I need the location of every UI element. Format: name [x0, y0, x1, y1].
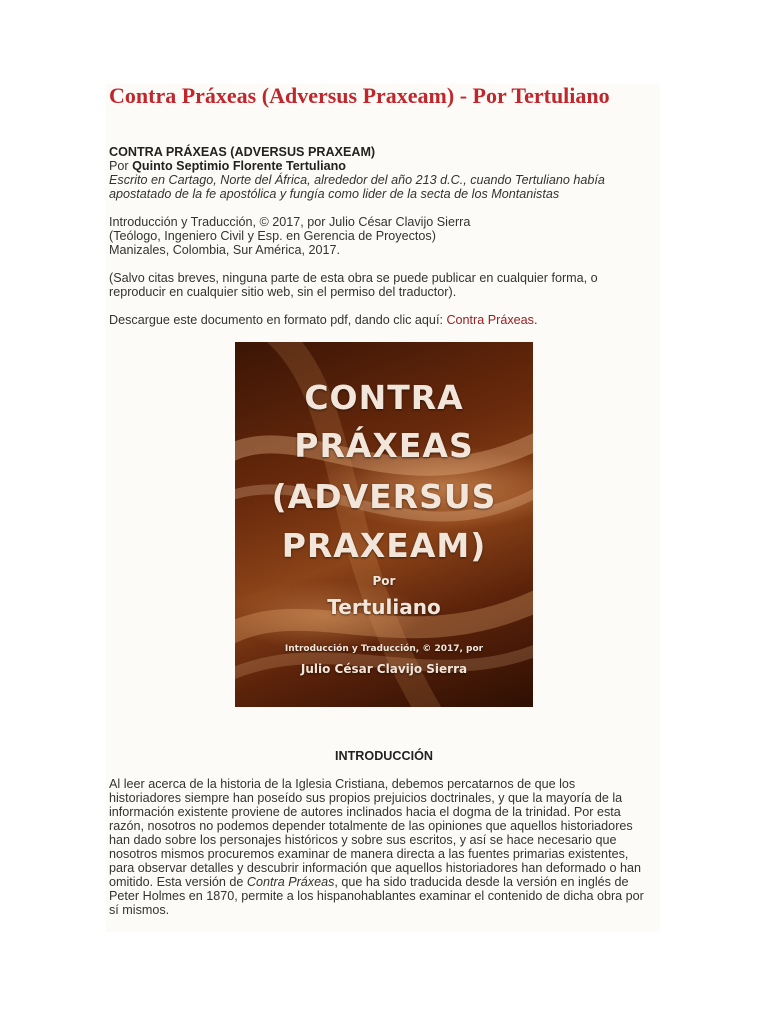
intro-line: nosotros mismos procuremos examinar de manera directa a las fuentes primarias existentes, — [109, 847, 629, 861]
intro-line: Peter Holmes en 1870, permite a los hispanohablantes examinar el contenido de dicha obra por — [109, 889, 644, 903]
credits-line-3: Manizales, Colombia, Sur América, 2017. — [109, 243, 340, 257]
book-cover-image — [235, 342, 533, 707]
download-line — [109, 313, 659, 327]
page-title: Contra Práxeas (Adversus Praxeam) - Por Tertuliano — [109, 83, 610, 108]
intro-line: historiadores siempre han poseído sus propios prejuicios doctrinales, y que la mayoría de la — [109, 791, 623, 805]
download-text: Descargue este documento en formato pdf, dando clic aquí: — [109, 313, 447, 327]
context-line-2: apostatado de la fe apostólica y fungía como lider de la secta de los Montanistas — [109, 187, 560, 201]
copyright-notice — [109, 271, 659, 299]
copyright-line-1: (Salvo citas breves, ninguna parte de esta obra se puede publicar en cualquier forma, o — [109, 271, 598, 285]
intro-line: han dado sobre los personajes históricos y sobre sus escritos, y así se hace necesario que — [109, 833, 617, 847]
intro-text: , que ha sido traducida desde la versión en inglés de — [334, 875, 629, 889]
intro-line — [109, 875, 659, 889]
cover-por: Por — [372, 574, 396, 588]
pdf-download-link[interactable]: Contra Práxeas — [446, 313, 534, 327]
intro-paragraph — [109, 777, 659, 917]
cover-title-line-3: (ADVERSUS — [271, 477, 497, 516]
intro-text: omitido. Esta versión de — [109, 875, 247, 889]
download-end: . — [533, 313, 538, 327]
intro-line: Al leer acerca de la historia de la Iglesia Cristiana, debemos percatarnos de que los — [109, 777, 576, 791]
work-header — [109, 145, 659, 201]
cover-author: Tertuliano — [327, 595, 441, 619]
cover-translator: Julio César Clavijo Sierra — [300, 662, 468, 676]
credits — [109, 215, 659, 257]
intro-work-title: Contra Práxeas — [246, 875, 335, 889]
intro-heading: INTRODUCCIÓN — [335, 749, 433, 763]
cover-title-line-4: PRAXEAM) — [281, 526, 487, 565]
intro-line: para observar detalles y descubrir información que aquellos historiadores han deformado o han — [109, 861, 642, 875]
author-line — [109, 159, 659, 173]
by-prefix: Por — [109, 159, 133, 173]
cover-title-line-1: CONTRA — [304, 378, 464, 417]
intro-line: razón, nosotros no podemos depender totalmente de las opiniones que aquellos historiadores — [109, 819, 633, 833]
cover-title-line-2: PRÁXEAS — [294, 426, 474, 465]
work-title: CONTRA PRÁXEAS (ADVERSUS PRAXEAM) — [109, 145, 376, 159]
copyright-line-2: reproducir en cualquier sitio web, sin el permiso del traductor). — [109, 285, 457, 299]
cover-credit: Introducción y Traducción, © 2017, por — [284, 644, 484, 654]
credits-line-2: (Teólogo, Ingeniero Civil y Esp. en Gerencia de Proyectos) — [109, 229, 436, 243]
intro-line: sí mismos. — [109, 903, 170, 917]
credits-line-1: Introducción y Traducción, © 2017, por Julio César Clavijo Sierra — [109, 215, 471, 229]
context-line-1: Escrito en Cartago, Norte del África, alrededor del año 213 d.C., cuando Tertuliano había — [109, 173, 605, 187]
intro-line: información existente proviene de autores inclinados hacia el dogma de la trinidad. Por esta — [109, 805, 621, 819]
author-name: Quinto Septimio Florente Tertuliano — [132, 159, 346, 173]
